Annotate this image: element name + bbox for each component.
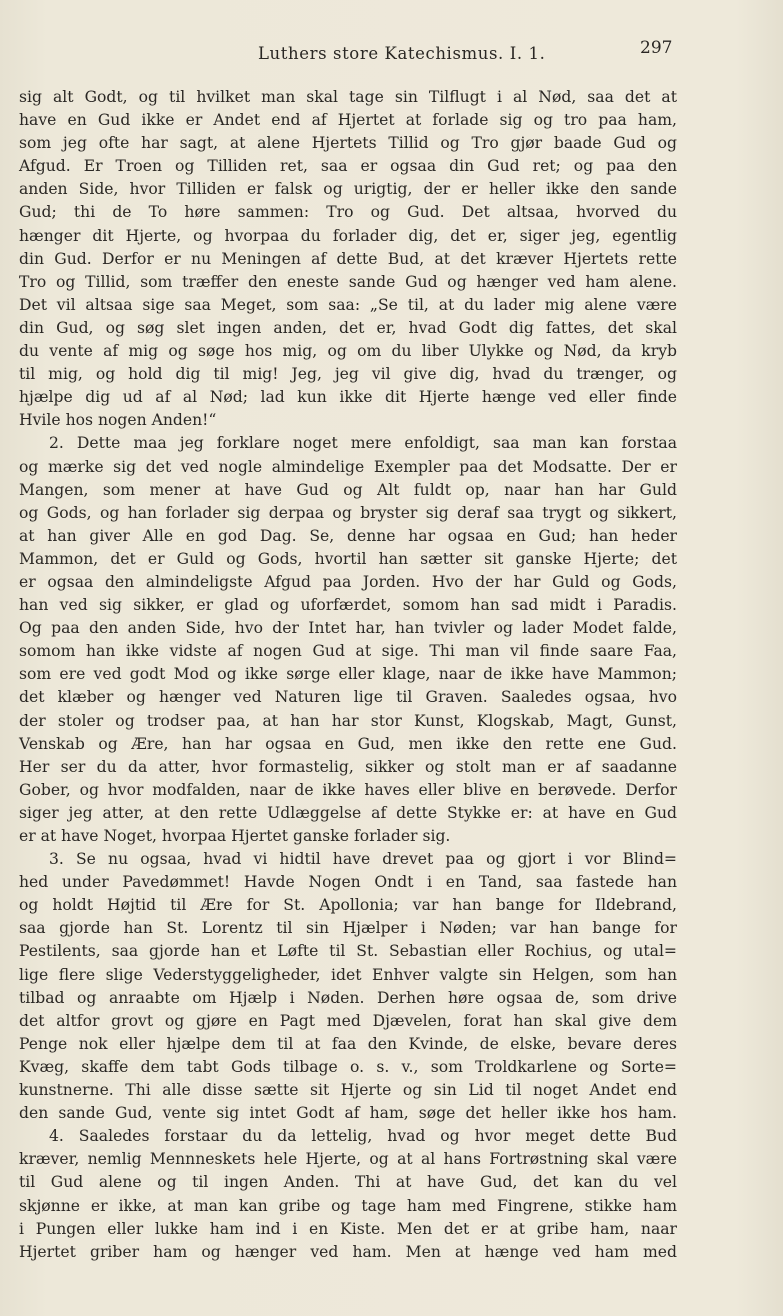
text-line: Hvile hos nogen Anden!“ xyxy=(19,411,217,430)
text-line: kræver, nemlig Mennneskets hele Hjerte, og at al hans Fortrøstning skal være xyxy=(19,1150,677,1169)
text-line: anden Side, hvor Tilliden er falsk og urigtig, der er heller ikke den sande xyxy=(19,180,677,199)
text-line: Gober, og hvor modfalden, naar de ikke haves eller blive en berøvede. Derfor xyxy=(19,780,677,799)
text-line: til Gud alene og til ingen Anden. Thi at have Gud, det kan du vel xyxy=(19,1173,677,1192)
text-line: Gud; thi de To høre sammen: Tro og Gud. Det altsaa, hvorved du xyxy=(19,203,677,222)
text-line: du vente af mig og søge hos mig, og om du liber Ulykke og Nød, da kryb xyxy=(19,342,677,361)
text-line: sig alt Godt, og til hvilket man skal tage sin Tilflugt i al Nød, saa det at xyxy=(19,88,677,106)
text-line: din Gud, og søg slet ingen anden, det er, hvad Godt dig fattes, det skal xyxy=(19,318,677,337)
text-line: Mammon, det er Guld og Gods, hvortil han sætter sit ganske Hjerte; det xyxy=(19,549,677,568)
text-line: det klæber og hænger ved Naturen lige til Graven. Saaledes ogsaa, hvo xyxy=(19,688,677,707)
text-line: og holdt Højtid til Ære for St. Apollonia; var han bange for Ildebrand, xyxy=(19,896,677,915)
text-line: skjønne er ikke, at man kan gribe og tage ham med Fingrene, stikke ham xyxy=(19,1196,677,1215)
text-line: hed under Pavedømmet! Havde Nogen Ondt i en Tand, saa fastede han xyxy=(19,873,677,892)
text-line: Pestilents, saa gjorde han et Løfte til St. Sebastian eller Rochius, og utal= xyxy=(19,942,677,961)
text-line: er ogsaa den almindeligste Afgud paa Jorden. Hvo der har Guld og Gods, xyxy=(19,572,677,591)
paragraph-start-line: 4. Saaledes forstaar du da lettelig, hvad og hvor meget dette Bud xyxy=(49,1127,677,1146)
text-line: have en Gud ikke er Andet end af Hjertet at forlade sig og tro paa ham, xyxy=(19,111,677,130)
text-line: at han giver Alle en god Dag. Se, denne har ogsaa en Gud; han heder xyxy=(19,526,677,545)
text-line: Mangen, som mener at have Gud og Alt fuldt op, naar han har Guld xyxy=(19,480,677,499)
text-line: og mærke sig det ved nogle almindelige Exempler paa det Modsatte. Der er xyxy=(19,457,677,476)
text-line: det altfor grovt og gjøre en Pagt med Djævelen, forat han skal give dem xyxy=(19,1011,677,1030)
text-line: saa gjorde han St. Lorentz til sin Hjælper i Nøden; var han bange for xyxy=(19,919,677,938)
text-line: den sande Gud, vente sig intet Godt af ham, søge det heller ikke hos ham. xyxy=(19,1104,677,1123)
paragraph-start-line: 3. Se nu ogsaa, hvad vi hidtil have drevet paa og gjort i vor Blind= xyxy=(49,850,677,869)
running-title: Luthers store Katechismus. I. 1. xyxy=(258,44,546,63)
text-line: som jeg ofte har sagt, at alene Hjertets Tillid og Tro gjør baade Gud og xyxy=(19,134,677,153)
page-number: 297 xyxy=(640,38,673,58)
page-header xyxy=(0,38,783,68)
text-line: Og paa den anden Side, hvo der Intet har, han tvivler og lader Modet falde, xyxy=(19,619,677,638)
text-line: Her ser du da atter, hvor formastelig, sikker og stolt man er af saadanne xyxy=(19,757,677,776)
text-line: kunstnerne. Thi alle disse sætte sit Hjerte og sin Lid til noget Andet end xyxy=(19,1081,677,1100)
text-line: tilbad og anraabte om Hjælp i Nøden. Derhen høre ogsaa de, som drive xyxy=(19,988,677,1007)
text-line: lige flere slige Vederstyggeligheder, idet Enhver valgte sin Helgen, som han xyxy=(19,965,677,984)
text-line: er at have Noget, hvorpaa Hjertet ganske forlader sig. xyxy=(19,827,451,845)
text-line: i Pungen eller lukke ham ind i en Kiste. Men det er at gribe ham, naar xyxy=(19,1219,677,1238)
text-line: Kvæg, skaffe dem tabt Gods tilbage o. s. v., som Troldkarlene og Sorte= xyxy=(19,1057,677,1076)
text-line: somom han ikke vidste af nogen Gud at sige. Thi man vil finde saare Faa, xyxy=(19,642,677,661)
text-line: han ved sig sikker, er glad og uforfærdet, somom han sad midt i Paradis. xyxy=(19,596,677,615)
text-line: din Gud. Derfor er nu Meningen af dette Bud, at det kræver Hjertets rette xyxy=(19,249,677,268)
text-line: Afgud. Er Troen og Tilliden ret, saa er ogsaa din Gud ret; og paa den xyxy=(19,157,677,176)
text-line: Venskab og Ære, han har ogsaa en Gud, men ikke den rette ene Gud. xyxy=(19,734,677,753)
text-line: Tro og Tillid, som træffer den eneste sande Gud og hænger ved ham alene. xyxy=(19,272,677,291)
text-line: til mig, og hold dig til mig! Jeg, jeg vil give dig, hvad du trænger, og xyxy=(19,365,677,384)
text-line: hjælpe dig ud af al Nød; lad kun ikke dit Hjerte hænge ved eller finde xyxy=(19,388,677,407)
text-line: og Gods, og han forlader sig derpaa og bryster sig deraf saa trygt og sikkert, xyxy=(19,503,677,522)
text-line: siger jeg atter, at den rette Udlæggelse af dette Stykke er: at have en Gud xyxy=(19,803,677,822)
text-line: som ere ved godt Mod og ikke sørge eller klage, naar de ikke have Mammon; xyxy=(19,665,677,684)
text-line: Hjertet griber ham og hænger ved ham. Men at hænge ved ham med xyxy=(19,1242,677,1261)
text-line: der stoler og trodser paa, at han har stor Kunst, Klogskab, Magt, Gunst, xyxy=(19,711,677,730)
body-text xyxy=(19,86,677,1264)
text-line: Penge nok eller hjælpe dem til at faa den Kvinde, de elske, bevare deres xyxy=(19,1034,677,1053)
text-line: Det vil altsaa sige saa Meget, som saa: „Se til, at du lader mig alene være xyxy=(19,295,677,314)
text-line: hænger dit Hjerte, og hvorpaa du forlader dig, det er, siger jeg, egentlig xyxy=(19,226,677,245)
paragraph-start-line: 2. Dette maa jeg forklare noget mere enfoldigt, saa man kan forstaa xyxy=(49,434,677,453)
